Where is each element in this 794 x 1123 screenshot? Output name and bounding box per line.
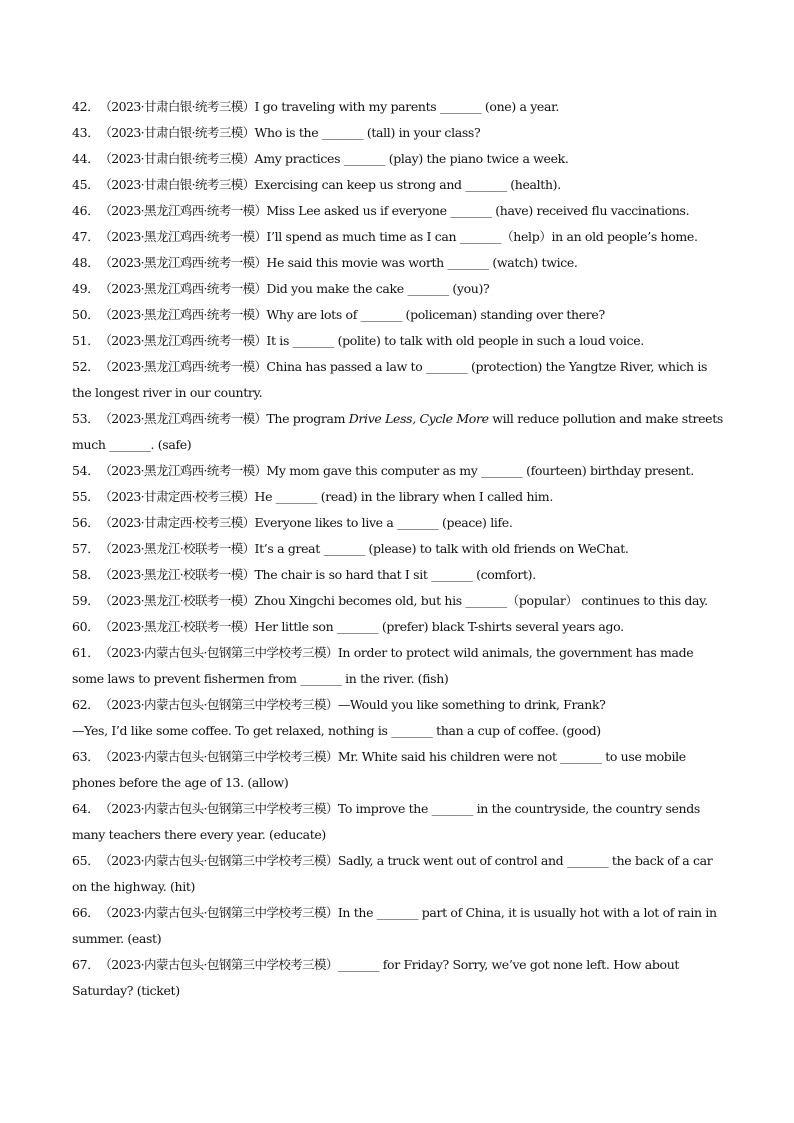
question-text: Why are lots of — [266, 307, 361, 322]
question-source: （2023·黑龙江鸡西·统考一模） — [99, 281, 267, 296]
question-number: 57． — [72, 541, 100, 556]
question-hint: (play) the piano twice a week. — [385, 151, 569, 166]
question-53 — [72, 406, 724, 458]
question-hint: than a cup of coffee. (good) — [432, 723, 601, 738]
answer-blank: _______ — [426, 359, 468, 374]
question-text: I go traveling with my parents — [254, 99, 440, 114]
answer-blank: _______ — [431, 801, 473, 816]
question-text: In the — [337, 905, 377, 920]
question-source: （2023·黑龙江鸡西·统考一模） — [99, 333, 267, 348]
answer-blank: _______ — [566, 853, 609, 868]
question-number: 62． — [72, 697, 100, 712]
question-text: I’ll spend as much time as I can — [266, 229, 460, 244]
question-source: （2023·甘肃白银·统考三模） — [99, 125, 255, 140]
question-56 — [72, 510, 724, 536]
question-source: （2023·黑龙江鸡西·统考一模） — [99, 307, 267, 322]
question-59 — [72, 588, 724, 614]
question-hint: to use mobile phones before the age of 13. (allow) — [72, 749, 686, 790]
question-hint: (watch) twice. — [488, 255, 578, 270]
question-number: 52． — [72, 359, 100, 374]
question-hint: the back of a car on the highway. (hit) — [72, 853, 713, 894]
question-source: （2023·黑龙江·校联考一模） — [99, 593, 255, 608]
question-45 — [72, 172, 724, 198]
question-44 — [72, 146, 724, 172]
question-source: （2023·甘肃白银·统考三模） — [99, 151, 255, 166]
answer-blank: _______ — [360, 307, 402, 322]
question-source: （2023·内蒙古包头·包钢第三中学校考三模） — [99, 697, 338, 712]
question-source: （2023·黑龙江鸡西·统考一模） — [99, 411, 267, 426]
question-number: 42． — [72, 99, 100, 114]
question-58 — [72, 562, 724, 588]
question-hint: in the countryside, the country sends many teachers there every year. (educate) — [72, 801, 700, 842]
question-hint: (fourteen) birthday present. — [522, 463, 694, 478]
question-48 — [72, 250, 724, 276]
question-text: He said this movie was worth — [266, 255, 448, 270]
question-57 — [72, 536, 724, 562]
question-text: Exercising can keep us strong and — [254, 177, 466, 192]
question-source: （2023·内蒙古包头·包钢第三中学校考三模） — [99, 853, 338, 868]
question-text: Everyone likes to live a — [254, 515, 398, 530]
question-hint: . (safe) — [150, 437, 192, 452]
question-number: 56． — [72, 515, 100, 530]
question-number: 49． — [72, 281, 100, 296]
question-hint: part of China, it is usually hot with a lot of rain in summer. (east) — [72, 905, 717, 946]
question-50 — [72, 302, 724, 328]
question-text: Did you make the cake — [266, 281, 408, 296]
question-65 — [72, 848, 724, 900]
question-text: He — [254, 489, 276, 504]
answer-blank: _______ — [439, 99, 482, 114]
question-number: 59． — [72, 593, 100, 608]
question-text: It’s a great — [254, 541, 324, 556]
question-source: （2023·黑龙江鸡西·统考一模） — [99, 229, 267, 244]
question-number: 51． — [72, 333, 100, 348]
question-46 — [72, 198, 724, 224]
question-source: （2023·内蒙古包头·包钢第三中学校考三模） — [99, 801, 338, 816]
question-number: 43． — [72, 125, 100, 140]
answer-blank: _______ — [300, 671, 342, 686]
question-51 — [72, 328, 724, 354]
question-number: 65． — [72, 853, 100, 868]
question-source: （2023·黑龙江鸡西·统考一模） — [99, 359, 267, 374]
question-64 — [72, 796, 724, 848]
question-62-line-2 — [72, 718, 724, 744]
dialogue-line-2: —Yes, I’d like some coffee. To get relaxed, nothing is — [72, 723, 392, 738]
question-text: Sadly, a truck went out of control and — [337, 853, 567, 868]
answer-blank: _______ — [431, 567, 473, 582]
question-number: 47． — [72, 229, 100, 244]
question-source: （2023·黑龙江·校联考一模） — [99, 541, 255, 556]
answer-blank: _______ — [560, 749, 602, 764]
question-source: （2023·内蒙古包头·包钢第三中学校考三模） — [99, 957, 338, 972]
answer-blank: _______ — [323, 541, 365, 556]
question-42 — [72, 94, 724, 120]
question-54 — [72, 458, 724, 484]
question-text: Her little son — [254, 619, 337, 634]
question-text: The program — [266, 411, 349, 426]
question-source: （2023·黑龙江·校联考一模） — [99, 567, 255, 582]
answer-blank: _______ — [321, 125, 364, 140]
question-text-continued: will reduce pollution and make streets much — [72, 411, 723, 452]
question-hint: (one) a year. — [481, 99, 559, 114]
question-hint: (read) in the library when I called him. — [317, 489, 553, 504]
answer-blank: _______ — [465, 593, 507, 608]
question-text: China has passed a law to — [266, 359, 427, 374]
question-hint: (protection) the Yangtze River, which is the longest river in our country. — [72, 359, 708, 400]
question-number: 66． — [72, 905, 100, 920]
question-number: 54． — [72, 463, 100, 478]
dialogue-line-1: —Would you like something to drink, Frank? — [337, 697, 606, 712]
question-source: （2023·甘肃白银·统考三模） — [99, 177, 255, 192]
answer-blank: _______ — [391, 723, 433, 738]
question-text: Mr. White said his children were not — [337, 749, 561, 764]
question-hint: (health). — [506, 177, 561, 192]
question-47 — [72, 224, 724, 250]
question-number: 48． — [72, 255, 100, 270]
question-number: 63． — [72, 749, 100, 764]
answer-blank: _______ — [337, 957, 380, 972]
question-source: （2023·黑龙江·校联考一模） — [99, 619, 255, 634]
question-number: 61． — [72, 645, 100, 660]
question-number: 53． — [72, 411, 100, 426]
question-60 — [72, 614, 724, 640]
answer-blank: _______ — [376, 905, 419, 920]
question-hint: (you)? — [448, 281, 490, 296]
answer-blank: _______ — [109, 437, 151, 452]
answer-blank: _______ — [292, 333, 334, 348]
answer-blank: _______ — [275, 489, 318, 504]
question-hint: (prefer) black T-shirts several years ago. — [378, 619, 624, 634]
question-source: （2023·甘肃白银·统考三模） — [99, 99, 255, 114]
question-source: （2023·黑龙江鸡西·统考一模） — [99, 203, 267, 218]
question-text: To improve the — [337, 801, 432, 816]
question-63 — [72, 744, 724, 796]
question-number: 58． — [72, 567, 100, 582]
question-number: 50． — [72, 307, 100, 322]
question-text: In order to protect wild animals, the government has made some laws to prevent fishermen from — [72, 645, 694, 686]
question-text: Miss Lee asked us if everyone — [266, 203, 451, 218]
question-number: 64． — [72, 801, 100, 816]
question-number: 46． — [72, 203, 100, 218]
answer-blank: _______ — [336, 619, 379, 634]
question-hint: （help）in an old people’s home. — [501, 229, 698, 244]
question-source: （2023·黑龙江鸡西·统考一模） — [99, 255, 267, 270]
question-hint: in the river. (fish) — [341, 671, 449, 686]
question-number: 60． — [72, 619, 100, 634]
question-source: （2023·内蒙古包头·包钢第三中学校考三模） — [99, 749, 338, 764]
question-55 — [72, 484, 724, 510]
question-text: Zhou Xingchi becomes old, but his — [254, 593, 466, 608]
answer-blank: _______ — [465, 177, 507, 192]
question-source: （2023·甘肃定西·校考三模） — [99, 515, 255, 530]
question-hint: (polite) to talk with old people in such a loud voice. — [333, 333, 644, 348]
question-text: The chair is so hard that I sit — [254, 567, 432, 582]
question-62 — [72, 692, 724, 718]
question-66 — [72, 900, 724, 952]
question-67 — [72, 952, 724, 1004]
question-hint: (peace) life. — [438, 515, 513, 530]
question-number: 55． — [72, 489, 100, 504]
question-source: （2023·黑龙江鸡西·统考一模） — [99, 463, 267, 478]
question-number: 44． — [72, 151, 100, 166]
question-text: Amy practices — [254, 151, 344, 166]
answer-blank: _______ — [447, 255, 489, 270]
question-43 — [72, 120, 724, 146]
question-source: （2023·内蒙古包头·包钢第三中学校考三模） — [99, 645, 338, 660]
answer-blank: _______ — [343, 151, 386, 166]
question-hint: (tall) in your class? — [363, 125, 481, 140]
question-source: （2023·甘肃定西·校考三模） — [99, 489, 255, 504]
answer-blank: _______ — [481, 463, 523, 478]
question-list — [72, 94, 724, 1004]
question-hint: (comfort). — [472, 567, 536, 582]
question-hint: (have) received flu vaccinations. — [491, 203, 690, 218]
program-title: Drive Less, Cycle More — [348, 411, 489, 426]
answer-blank: _______ — [397, 515, 439, 530]
question-text: It is — [266, 333, 293, 348]
answer-blank: _______ — [459, 229, 502, 244]
answer-blank: _______ — [450, 203, 492, 218]
question-source: （2023·内蒙古包头·包钢第三中学校考三模） — [99, 905, 338, 920]
question-text: My mom gave this computer as my — [266, 463, 482, 478]
question-hint: for Friday? Sorry, we’ve got none left. How about Saturday? (ticket) — [72, 957, 680, 998]
question-hint: (policeman) standing over there? — [401, 307, 605, 322]
question-52 — [72, 354, 724, 406]
question-number: 67． — [72, 957, 100, 972]
answer-blank: _______ — [407, 281, 449, 296]
question-text: Who is the — [254, 125, 322, 140]
question-number: 45． — [72, 177, 100, 192]
question-hint: (please) to talk with old friends on WeChat. — [364, 541, 629, 556]
question-61 — [72, 640, 724, 692]
question-49 — [72, 276, 724, 302]
question-hint: （popular） continues to this day. — [506, 593, 708, 608]
